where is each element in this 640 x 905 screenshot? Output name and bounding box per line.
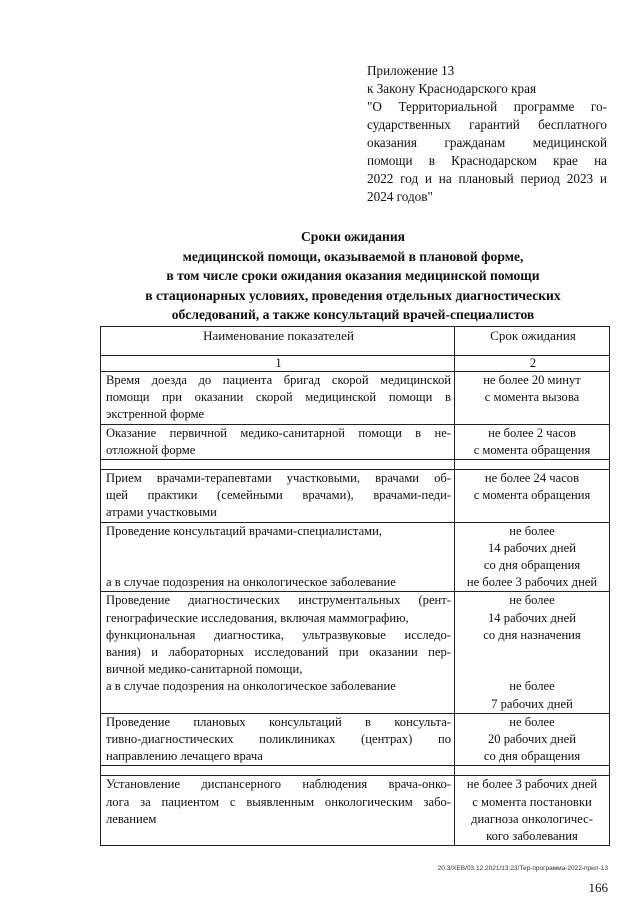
indicator-line: Прием врачами-терапевтами участковыми, врачами об- [106,471,451,486]
indicator-line: Оказание первичной медико-санитарной помощи в не- [106,425,451,440]
indicator-line: помощи при оказании скорой медицинской помощи в [106,390,451,405]
term-line [457,644,607,661]
appendix-line: Приложение 13 [367,63,455,78]
title-line: Сроки ожидания [300,229,406,244]
term-line: не более [509,523,555,538]
waiting-term [455,470,610,523]
appendix-line: 2024 годов" [367,189,433,204]
indicator-line: щей практики (семейными врачами), врачами-педи- [106,488,451,503]
gap-cell [455,460,610,470]
indicator-line: направлению лечащего врача [106,749,263,764]
term-line: со дня назначения [483,627,581,642]
appendix-line: 2022 год и на плановый период 2023 и [367,171,607,186]
waiting-times-table [100,326,610,846]
indicator-name [101,713,455,766]
term-line: с момента обращения [473,442,591,457]
term-line: не более [509,714,555,729]
term-line: со дня обращения [483,558,581,573]
appendix-line: оказания гражданам медицинской [367,135,607,150]
indicator-line: а в случае подозрения на онкологическое заболевание [106,679,396,694]
title-line: медицинской помощи, оказываемой в плановой форме, [182,248,524,264]
term-line: с момента вызова [484,390,580,405]
indicator-line: экстренной форме [106,407,205,422]
page-number: 166 [588,880,608,895]
indicator-name [101,470,455,523]
indicator-line [106,540,451,557]
table-row [101,592,610,713]
waiting-term [455,776,610,846]
indicator-line: генографические исследования, включая маммографию, [106,610,409,625]
indicator-line: функциональная диагностика, ультразвуковые исследо- [106,627,451,642]
indicator-line: лога за пациентом с выявленным онкологическим забо- [106,794,451,809]
table-row [101,776,610,846]
term-line [457,661,607,678]
term-line: не более [509,679,555,694]
indicator-line: отложной форме [106,442,196,457]
document-title [100,227,606,325]
indicator-name [101,372,455,425]
waiting-term [455,713,610,766]
title-line: в том числе сроки ожидания оказания медицинской помощи [166,268,540,283]
column-header-term: Срок ожидания [455,327,610,356]
indicator-line [106,557,451,574]
term-line: с момента постановки [472,794,592,809]
term-line: не более [509,593,555,608]
indicator-name [101,776,455,846]
table-row [101,470,610,523]
indicator-name [101,522,455,592]
appendix-line: "О Территориальной программе го- [367,99,607,114]
appendix-line: к Закону Краснодарского края [367,81,537,96]
term-line: 7 рабочих дней [491,696,573,711]
indicator-line: атрами участковыми [106,505,217,520]
column-header-name: Наименование показателей [101,327,455,356]
table-number-row [101,356,610,372]
term-line: диагноза онкологичес- [471,811,593,826]
appendix-line: сударственных гарантий бесплатного [367,117,607,132]
indicator-line: а в случае подозрения на онкологическое заболевание [106,575,396,590]
indicator-line: вичной медико-санитарной помощи, [106,662,303,677]
indicator-line: леванием [106,811,157,826]
term-line: 14 рабочих дней [487,540,576,555]
term-line: со дня обращения [483,749,581,764]
document-code: 20.3/ХЕВ/03.12.2021/13:23/Тер-программа-2022-прил-13 [437,865,608,872]
column-number: 1 [101,356,455,372]
term-line: не более 20 минут [483,373,581,387]
term-line: с момента обращения [473,488,591,503]
indicator-name [101,424,455,459]
indicator-line: Проведение диагностических инструментальных (рент- [106,593,451,608]
table-row [101,424,610,459]
indicator-name [101,592,455,713]
title-line: обследований, а также консультаций врачей-специалистов [171,307,535,322]
table-row [101,522,610,592]
gap-cell [101,460,455,470]
waiting-term [455,372,610,425]
term-line: кого заболевания [486,829,578,844]
column-number: 2 [455,356,610,372]
table-row [101,372,610,425]
indicator-line: вания) и лабораторных исследований при оказании пер- [106,645,451,660]
gap-cell [101,766,455,776]
waiting-term [455,424,610,459]
indicator-line: Проведение консультаций врачами-специалистами, [106,523,383,538]
term-line: 14 рабочих дней [487,610,576,625]
table-gap-row [101,766,610,776]
table-gap-row [101,460,610,470]
appendix-line: помощи в Краснодарском крае на [367,153,607,168]
title-line: в стационарных условиях, проведения отдельных диагностических [145,287,561,303]
table-header-row [101,327,610,356]
appendix-header [367,62,607,206]
waiting-term [455,522,610,592]
term-line: не более 24 часов [484,471,580,486]
indicator-line: Установление диспансерного наблюдения врача-онко- [106,777,451,792]
indicator-line: Время доезда до пациента бригад скорой медицинской [106,373,451,387]
indicator-line: тивно-диагностических поликлиниках (центрах) по [106,732,451,747]
table-row [101,713,610,766]
gap-cell [455,766,610,776]
waiting-term [455,592,610,713]
indicator-line: Проведение плановых консультаций в консульта- [106,714,451,729]
term-line: не более 3 рабочих дней [466,575,598,590]
term-line: 20 рабочих дней [487,732,576,747]
term-line: не более 3 рабочих дней [466,777,598,792]
term-line: не более 2 часов [488,425,576,440]
